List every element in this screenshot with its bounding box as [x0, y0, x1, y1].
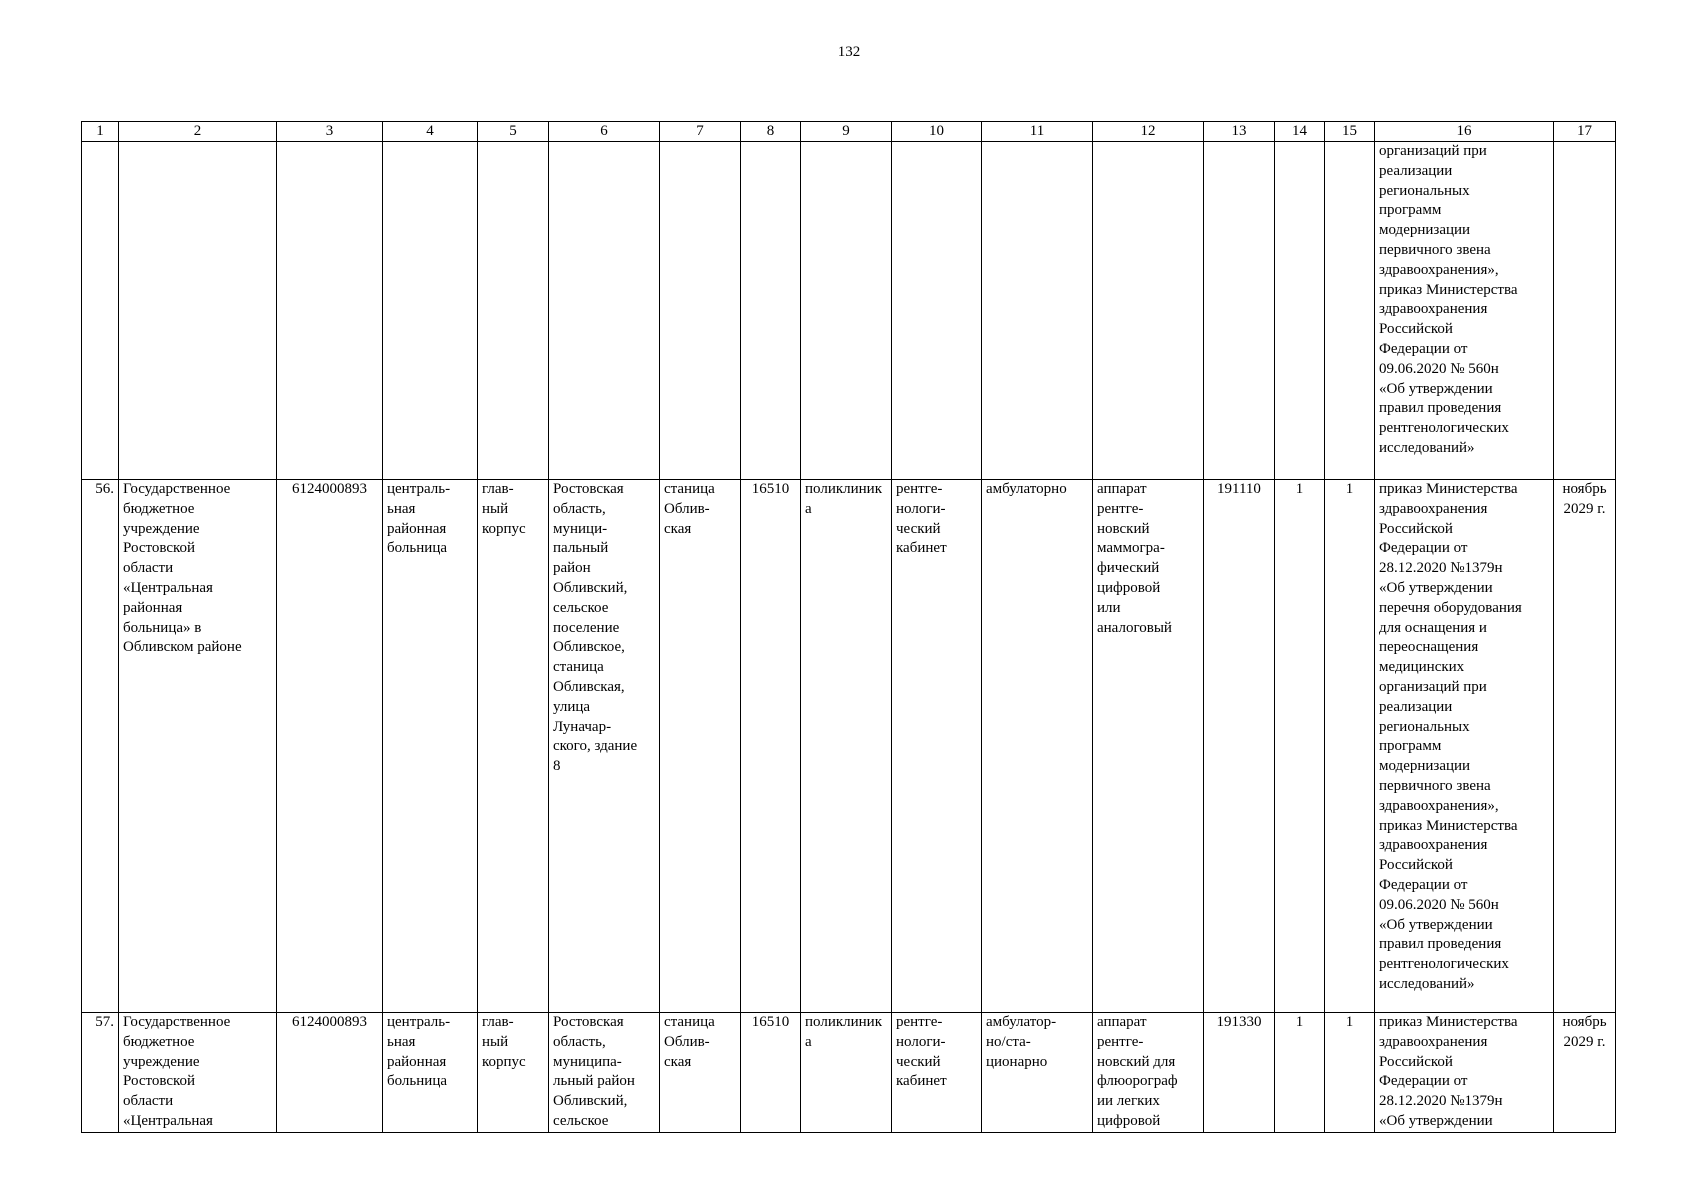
header-cell: 11 [982, 122, 1093, 142]
code-cell: 16510 [741, 1013, 801, 1133]
basis-cell: организаций при реализации региональных программ модернизации первичного звена здравоохранения», приказ Министерства здравоохранения Российской Федерации от 09.06.2020 № 560н «Об утверждении правил проведения рентгенологических исследований» [1375, 142, 1554, 480]
date-cell: ноябрь 2029 г. [1554, 1013, 1616, 1133]
equipment-code-cell: 191110 [1204, 480, 1275, 1013]
table-row [82, 480, 1616, 1013]
page-number: 132 [837, 44, 861, 60]
header-cell: 6 [549, 122, 660, 142]
table-cell [982, 142, 1093, 480]
header-cell: 15 [1325, 122, 1375, 142]
unit-cell: поликлиника [801, 1013, 892, 1133]
quantity-cell: 1 [1325, 480, 1375, 1013]
table-cell [119, 142, 277, 480]
settlement-cell: станица Облив- ская [660, 480, 741, 1013]
table-cell [660, 142, 741, 480]
row-number-cell: 56. [82, 480, 119, 1013]
header-cell: 10 [892, 122, 982, 142]
table-cell [1325, 142, 1375, 480]
org-type-cell: централь- ьная районная больница [383, 1013, 478, 1133]
header-cell: 8 [741, 122, 801, 142]
table-cell [549, 142, 660, 480]
equipment-cell: аппарат рентге- новский для флюорограф ии легких цифровой [1093, 1013, 1204, 1133]
quantity-cell: 1 [1275, 480, 1325, 1013]
basis-cell: приказ Министерства здравоохранения Российской Федерации от 28.12.2020 №1379н «Об утверждении [1375, 1013, 1554, 1133]
header-cell: 13 [1204, 122, 1275, 142]
equipment-code-cell: 191330 [1204, 1013, 1275, 1133]
care-type-cell: амбулатор- но/ста- ционарно [982, 1013, 1093, 1133]
quantity-cell: 1 [1275, 1013, 1325, 1133]
table-cell [1093, 142, 1204, 480]
basis-cell: приказ Министерства здравоохранения Российской Федерации от 28.12.2020 №1379н «Об утверждении перечня оборудования для оснащения и переоснащения медицинских организаций при реализации региональных программ модернизации первичного звена здравоохранения», приказ Министерства здравоохранения Российской Федерации от 09.06.2020 № 560н «Об утверждении правил проведения рентгенологических исследований» [1375, 480, 1554, 1013]
header-cell: 17 [1554, 122, 1616, 142]
room-cell: рентге- нологи- ческий кабинет [892, 480, 982, 1013]
header-cell: 16 [1375, 122, 1554, 142]
institution-name-cell: Государственное бюджетное учреждение Ростовской области «Центральная [119, 1013, 277, 1133]
institution-name-cell: Государственное бюджетное учреждение Ростовской области «Центральная районная больница» в Обливском районе [119, 480, 277, 1013]
inn-cell: 6124000893 [277, 1013, 383, 1133]
table-cell [82, 142, 119, 480]
building-cell: глав- ный корпус [478, 1013, 549, 1133]
org-type-cell: централь- ьная районная больница [383, 480, 478, 1013]
table-cell [801, 142, 892, 480]
table-cell [383, 142, 478, 480]
row-number-cell: 57. [82, 1013, 119, 1133]
table-cell [1204, 142, 1275, 480]
code-cell: 16510 [741, 480, 801, 1013]
header-cell: 7 [660, 122, 741, 142]
equipment-cell: аппарат рентге- новский маммогра- фический цифровой или аналоговый [1093, 480, 1204, 1013]
address-cell: Ростовская область, муниципа- льный район Обливский, сельское [549, 1013, 660, 1133]
table-cell [277, 142, 383, 480]
table-cell [1275, 142, 1325, 480]
room-cell: рентге- нологи- ческий кабинет [892, 1013, 982, 1133]
table-cell [478, 142, 549, 480]
settlement-cell: станица Облив- ская [660, 1013, 741, 1133]
column-number-header [82, 122, 1616, 142]
building-cell: глав- ный корпус [478, 480, 549, 1013]
header-cell: 12 [1093, 122, 1204, 142]
table-cell [892, 142, 982, 480]
equipment-table [81, 121, 1616, 1133]
address-cell: Ростовская область, муници- пальный район Обливский, сельское поселение Обливское, станица Обливская, улица Луначар- ского, здание 8 [549, 480, 660, 1013]
table-cell [741, 142, 801, 480]
header-cell: 5 [478, 122, 549, 142]
care-type-cell: амбулаторно [982, 480, 1093, 1013]
header-cell: 2 [119, 122, 277, 142]
header-cell: 3 [277, 122, 383, 142]
table-row [82, 1013, 1616, 1133]
date-cell: ноябрь 2029 г. [1554, 480, 1616, 1013]
quantity-cell: 1 [1325, 1013, 1375, 1133]
header-cell: 9 [801, 122, 892, 142]
header-cell: 14 [1275, 122, 1325, 142]
unit-cell: поликлиника [801, 480, 892, 1013]
header-cell: 4 [383, 122, 478, 142]
table-row-continuation [82, 142, 1616, 480]
table-cell [1554, 142, 1616, 480]
inn-cell: 6124000893 [277, 480, 383, 1013]
header-cell: 1 [82, 122, 119, 142]
